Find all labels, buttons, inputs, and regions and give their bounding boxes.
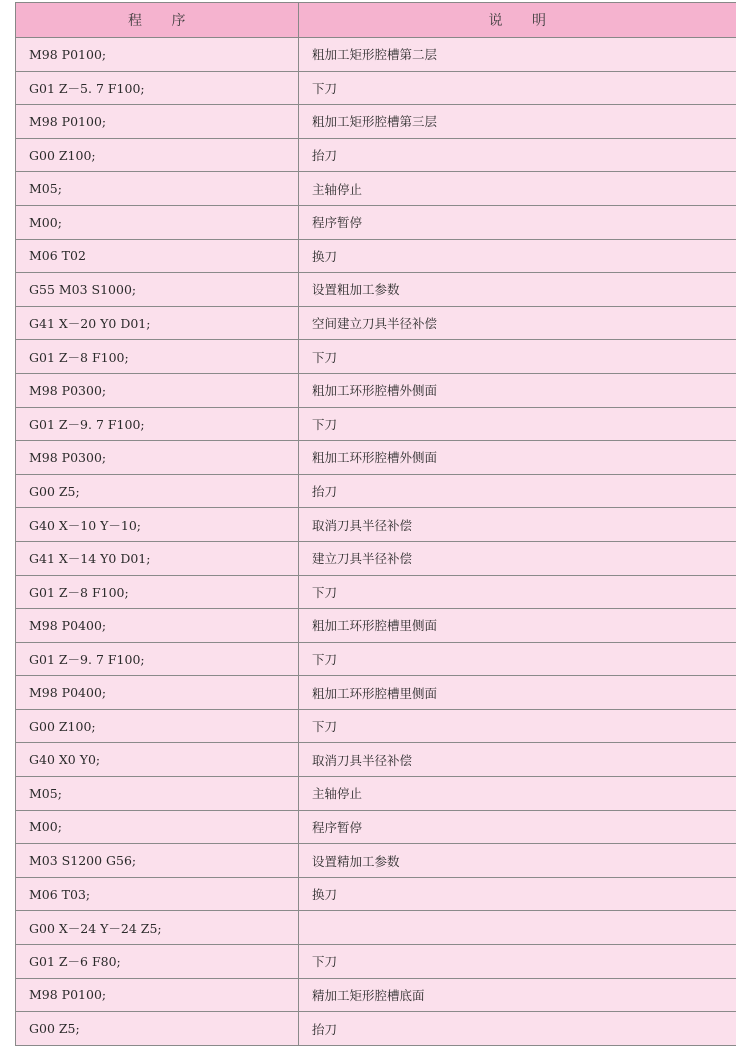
program-column-header: 程 序 (16, 3, 299, 38)
program-cell: M03 S1200 G56; (16, 844, 299, 878)
description-cell: 程序暂停 (299, 810, 736, 844)
table-row (16, 138, 736, 172)
description-cell: 抬刀 (299, 138, 736, 172)
description-cell: 取消刀具半径补偿 (299, 508, 736, 542)
table-row (16, 911, 736, 945)
program-cell: G01 Z－9. 7 F100; (16, 407, 299, 441)
program-cell: G01 Z－8 F100; (16, 340, 299, 374)
table-row (16, 978, 736, 1012)
table-row (16, 777, 736, 811)
table-row (16, 743, 736, 777)
description-cell: 粗加工环形腔槽里侧面 (299, 676, 736, 710)
description-cell: 程序暂停 (299, 205, 736, 239)
description-cell: 换刀 (299, 239, 736, 273)
table-row (16, 239, 736, 273)
table-row (16, 575, 736, 609)
table-row (16, 508, 736, 542)
description-cell: 精加工矩形腔槽底面 (299, 978, 736, 1012)
description-cell: 粗加工环形腔槽外侧面 (299, 441, 736, 475)
table-body (16, 38, 736, 1046)
program-cell: M98 P0300; (16, 373, 299, 407)
program-cell: M06 T03; (16, 877, 299, 911)
description-cell: 换刀 (299, 877, 736, 911)
table-row (16, 877, 736, 911)
description-cell: 粗加工环形腔槽外侧面 (299, 373, 736, 407)
description-cell: 下刀 (299, 945, 736, 979)
program-cell: G40 X0 Y0; (16, 743, 299, 777)
program-cell: G01 Z－5. 7 F100; (16, 71, 299, 105)
table-row (16, 38, 736, 72)
program-cell: G00 Z100; (16, 709, 299, 743)
program-cell: M98 P0300; (16, 441, 299, 475)
table-row (16, 541, 736, 575)
description-cell: 设置精加工参数 (299, 844, 736, 878)
program-cell: G00 Z5; (16, 1012, 299, 1046)
description-cell: 下刀 (299, 642, 736, 676)
description-cell: 下刀 (299, 575, 736, 609)
program-cell: G00 X－24 Y－24 Z5; (16, 911, 299, 945)
description-cell: 空间建立刀具半径补偿 (299, 306, 736, 340)
description-cell: 设置粗加工参数 (299, 273, 736, 307)
program-cell: G00 Z5; (16, 474, 299, 508)
table-row (16, 676, 736, 710)
program-cell: G41 X－20 Y0 D01; (16, 306, 299, 340)
program-cell: M05; (16, 777, 299, 811)
program-cell: G41 X－14 Y0 D01; (16, 541, 299, 575)
program-cell: M98 P0100; (16, 38, 299, 72)
program-cell: M98 P0100; (16, 978, 299, 1012)
table-row (16, 642, 736, 676)
table-row (16, 474, 736, 508)
table-row (16, 709, 736, 743)
description-cell: 建立刀具半径补偿 (299, 541, 736, 575)
table-row (16, 105, 736, 139)
program-cell: G01 Z－8 F100; (16, 575, 299, 609)
program-cell: M00; (16, 205, 299, 239)
program-cell: M05; (16, 172, 299, 206)
description-cell: 下刀 (299, 71, 736, 105)
table-row (16, 844, 736, 878)
program-cell: G01 Z－6 F80; (16, 945, 299, 979)
description-cell: 主轴停止 (299, 172, 736, 206)
program-cell: G01 Z－9. 7 F100; (16, 642, 299, 676)
program-cell: G55 M03 S1000; (16, 273, 299, 307)
program-cell: G40 X－10 Y－10; (16, 508, 299, 542)
description-cell: 取消刀具半径补偿 (299, 743, 736, 777)
table-row (16, 407, 736, 441)
program-table-container (15, 2, 736, 1046)
description-cell: 抬刀 (299, 474, 736, 508)
program-cell: M98 P0400; (16, 609, 299, 643)
description-column-header: 说 明 (299, 3, 736, 38)
program-cell: M00; (16, 810, 299, 844)
program-table (15, 2, 736, 1046)
table-row (16, 810, 736, 844)
table-row (16, 172, 736, 206)
description-cell: 下刀 (299, 340, 736, 374)
table-row (16, 373, 736, 407)
description-cell: 粗加工矩形腔槽第二层 (299, 38, 736, 72)
table-row (16, 1012, 736, 1046)
description-cell (299, 911, 736, 945)
program-cell: M06 T02 (16, 239, 299, 273)
table-row (16, 945, 736, 979)
description-cell: 下刀 (299, 407, 736, 441)
table-row (16, 340, 736, 374)
description-cell: 抬刀 (299, 1012, 736, 1046)
table-row (16, 609, 736, 643)
description-cell: 粗加工矩形腔槽第三层 (299, 105, 736, 139)
description-cell: 下刀 (299, 709, 736, 743)
table-row (16, 71, 736, 105)
table-row (16, 306, 736, 340)
program-cell: M98 P0400; (16, 676, 299, 710)
table-row (16, 441, 736, 475)
table-row (16, 205, 736, 239)
description-cell: 主轴停止 (299, 777, 736, 811)
description-cell: 粗加工环形腔槽里侧面 (299, 609, 736, 643)
table-row (16, 273, 736, 307)
table-header-row (16, 3, 736, 38)
program-cell: G00 Z100; (16, 138, 299, 172)
program-cell: M98 P0100; (16, 105, 299, 139)
